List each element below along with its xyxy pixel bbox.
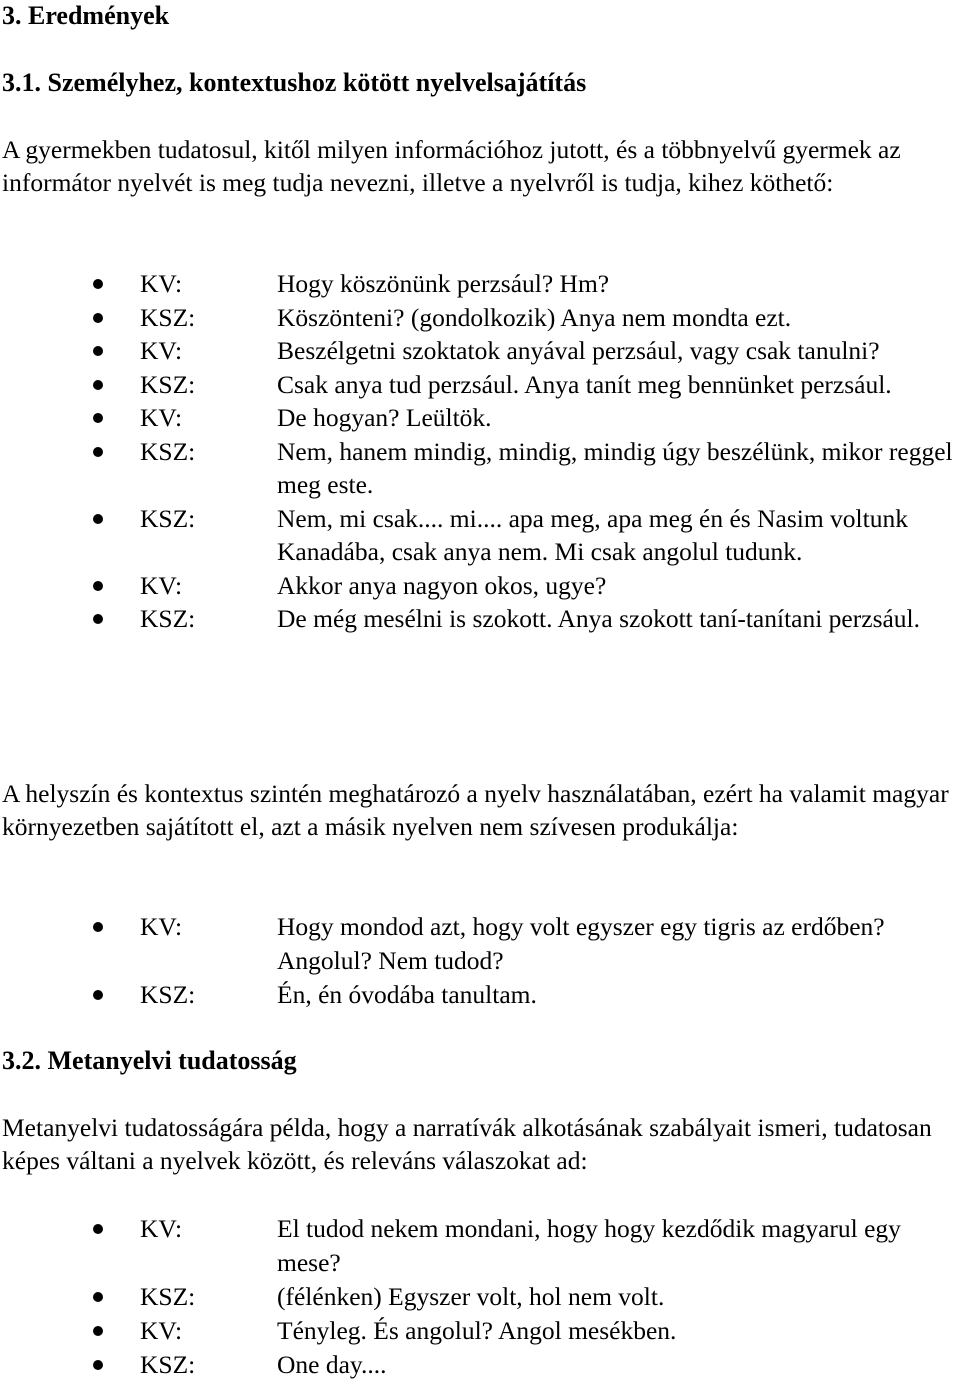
speaker-label: KSZ:: [140, 980, 196, 1009]
utterance-text: Csak anya tud perzsául. Anya tanít meg bennünket perzsául.: [277, 369, 892, 399]
intro-paragraph-1: A gyermekben tudatosul, kitől milyen információhoz jutott, és a többnyelvű gyermek az informátor nyelvét is meg tudja nevezni, illetve a nyelvről is tudja, kihez köthető:: [2, 135, 901, 197]
dialogue-turn: [0, 435, 960, 502]
dialogue-turn: [0, 1314, 960, 1348]
dialogue-turn: [0, 602, 960, 636]
bullet-icon: [93, 922, 103, 932]
speaker-label: KSZ:: [140, 436, 196, 466]
bullet-icon: [93, 581, 103, 591]
dialogue-list-1: [0, 267, 960, 636]
bullet-icon: [93, 380, 103, 390]
bullet-icon: [93, 346, 103, 356]
speaker-label: KV:: [140, 912, 183, 941]
speaker-label: KSZ:: [140, 369, 196, 399]
bullet-icon: [93, 413, 103, 423]
utterance-text: Hogy mondod azt, hogy volt egyszer egy tigris az erdőben? Angolul? Nem tudod?: [277, 912, 885, 975]
speaker-label: KSZ:: [140, 503, 196, 533]
utterance-text: Tényleg. És angolul? Angol mesékben.: [277, 1316, 677, 1345]
dialogue-turn: [0, 368, 960, 402]
utterance-text: Nem, mi csak.... mi.... apa meg, apa meg én és Nasim voltunk Kanadába, csak anya nem. Mi csak angolul tudunk.: [277, 503, 908, 566]
dialogue-turn: [0, 334, 960, 368]
paragraph-2: A helyszín és kontextus szintén meghatározó a nyelv használatában, ezért ha valamit magyar környezetben sajátított el, azt a másik nyelven nem szívesen produkálja:: [2, 779, 949, 841]
dialogue-turn: [0, 1280, 960, 1314]
speaker-label: KSZ:: [140, 302, 196, 332]
speaker-label: KSZ:: [140, 604, 196, 633]
speaker-label: KV:: [140, 1214, 183, 1243]
bullet-icon: [93, 514, 103, 524]
speaker-label: KV:: [140, 336, 183, 365]
dialogue-turn: [0, 502, 960, 569]
speaker-label: KSZ:: [140, 1350, 196, 1379]
utterance-text: Én, én óvodába tanultam.: [277, 980, 537, 1009]
bullet-icon: [93, 1326, 103, 1336]
subsection-heading-3-2: 3.2. Metanyelvi tudatosság: [2, 1046, 297, 1075]
dialogue-list-2: [0, 910, 960, 1012]
dialogue-list-3: [0, 1212, 960, 1382]
bullet-icon: [93, 1224, 103, 1234]
dialogue-turn: [0, 910, 960, 978]
utterance-text: Beszélgetni szoktatok anyával perzsául, vagy csak tanulni?: [277, 336, 880, 365]
dialogue-turn: [0, 978, 960, 1012]
bullet-icon: [93, 1360, 103, 1370]
utterance-text: One day....: [277, 1350, 387, 1379]
dialogue-turn: [0, 301, 960, 335]
dialogue-turn: [0, 569, 960, 603]
utterance-text: Köszönteni? (gondolkozik) Anya nem mondta ezt.: [277, 302, 792, 332]
utterance-text: De még mesélni is szokott. Anya szokott taní-tanítani perzsául.: [277, 604, 921, 633]
dialogue-turn: [0, 1348, 960, 1382]
bullet-icon: [93, 990, 103, 1000]
utterance-text: Hogy köszönünk perzsául? Hm?: [277, 269, 610, 298]
bullet-icon: [93, 447, 103, 457]
utterance-text: El tudod nekem mondani, hogy hogy kezdődik magyarul egy mese?: [277, 1214, 901, 1277]
speaker-label: KV:: [140, 1316, 183, 1345]
utterance-text: (félénken) Egyszer volt, hol nem volt.: [277, 1282, 665, 1311]
bullet-icon: [93, 1292, 103, 1302]
dialogue-turn: [0, 1212, 960, 1280]
bullet-icon: [93, 279, 103, 289]
utterance-text: Akkor anya nagyon okos, ugye?: [277, 570, 607, 600]
section-heading: 3. Eredmények: [2, 1, 170, 30]
utterance-text: De hogyan? Leültök.: [277, 403, 492, 432]
bullet-icon: [93, 614, 103, 624]
dialogue-turn: [0, 267, 960, 301]
subsection-heading-3-1: 3.1. Személyhez, kontextushoz kötött nyelvelsajátítás: [2, 68, 587, 97]
speaker-label: KV:: [140, 403, 183, 432]
speaker-label: KSZ:: [140, 1282, 196, 1311]
intro-paragraph-2: Metanyelvi tudatosságára példa, hogy a narratívák alkotásának szabályait ismeri, tudatosan képes váltani a nyelvek között, és releváns válaszokat ad:: [2, 1113, 932, 1175]
speaker-label: KV:: [140, 570, 183, 600]
dialogue-turn: [0, 401, 960, 435]
utterance-text: Nem, hanem mindig, mindig, mindig úgy beszélünk, mikor reggel meg este.: [277, 436, 953, 499]
speaker-label: KV:: [140, 269, 183, 298]
bullet-icon: [93, 313, 103, 323]
